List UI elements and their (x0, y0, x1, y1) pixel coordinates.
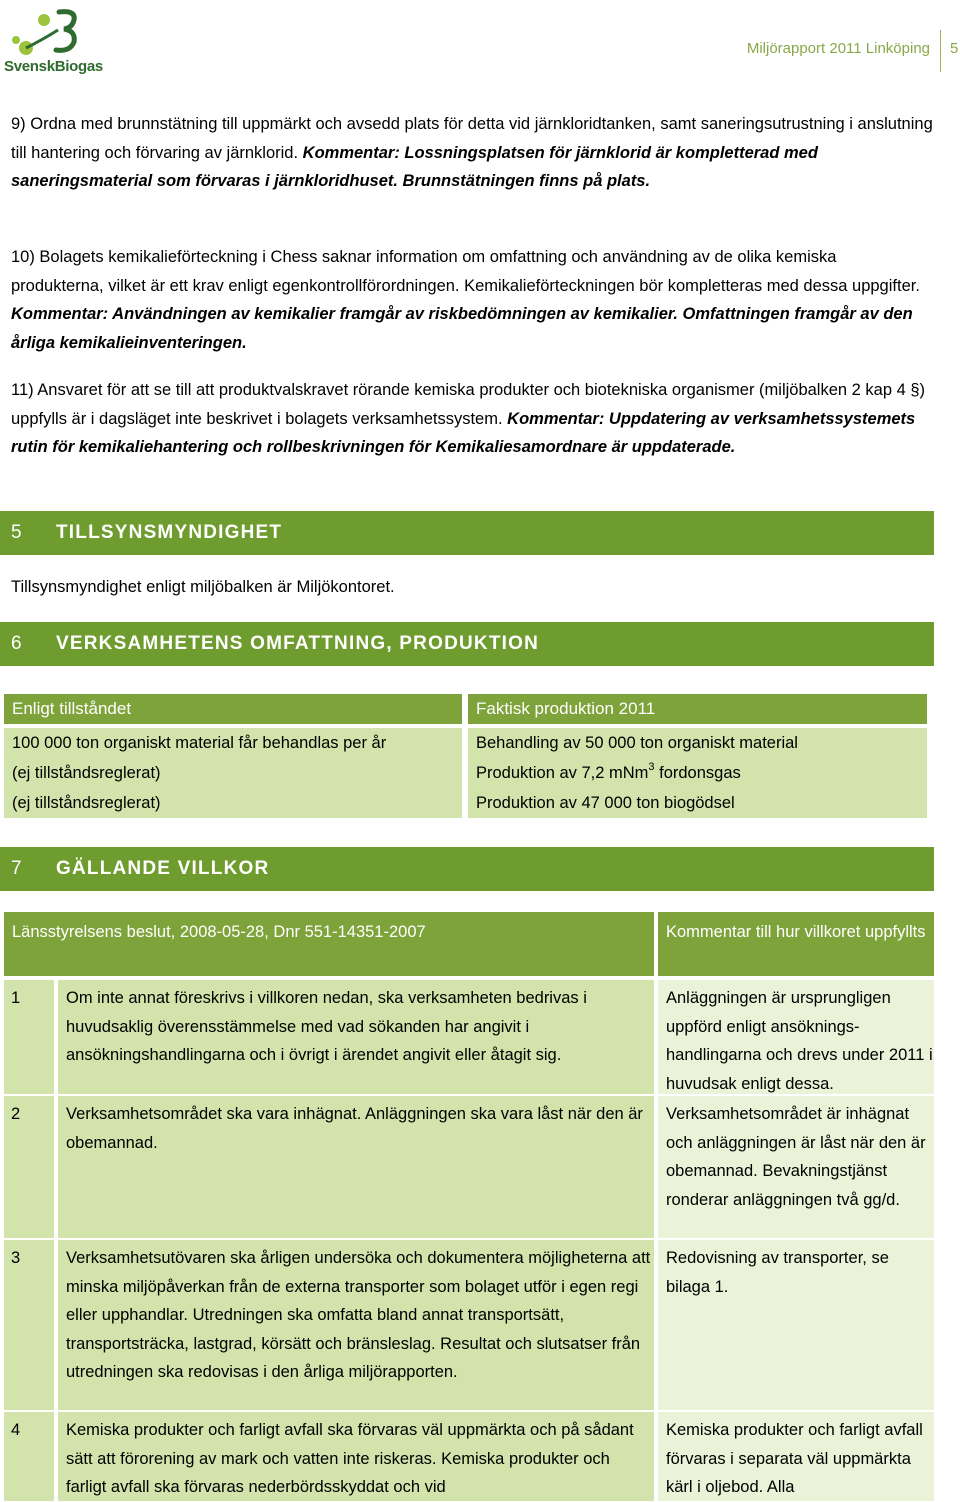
actual-row: Behandling av 50 000 ton organiskt material (476, 734, 798, 752)
section-7-title: GÄLLANDE VILLKOR (56, 858, 270, 879)
condition-text: Verksamhetsområdet ska vara inhägnat. Anläggningen ska vara låst när den är obemannad. (58, 1096, 654, 1238)
condition-comment: Anläggningen är ursprungligen uppförd enligt ansöknings-handlingarna och drevs under 2011 i huvudsak enligt dessa. (658, 980, 934, 1094)
permit-row: (ej tillståndsreglerat) (12, 764, 161, 782)
actual-row: Produktion av 47 000 ton biogödsel (476, 794, 735, 812)
section-5-heading (0, 511, 934, 555)
item-11-text: 11) Ansvaret för att se till att produktvalskravet rörande kemiska produkter och biotekniska organismer (miljöbalken 2 kap 4 §) uppfylls är i dagsläget inte beskrivet i bolagets verksamhetssystem. (11, 381, 926, 428)
section-6-title: VERKSAMHETENS OMFATTNING, PRODUKTION (56, 633, 540, 654)
actual-row-2-suffix: fordonsgas (654, 764, 741, 782)
condition-number: 4 (4, 1412, 54, 1501)
permit-row: (ej tillståndsreglerat) (12, 794, 161, 812)
section-7-heading (0, 847, 934, 891)
permit-row: 100 000 ton organiskt material får behandlas per år (12, 734, 387, 752)
condition-comment: Redovisning av transporter, se bilaga 1. (658, 1240, 934, 1410)
condition-text: Verksamhetsutövaren ska årligen undersöka och dokumentera möjligheterna att minska miljöpåverkan från de externa transporter som bolaget utför i egen regi eller upphandlar. Utredningen ska omfatta bland annat transportsätt, transportsträcka, lastgrad, körsätt och bränsleslag. Resultat och slutsatser från utredningen ska redovisas i den årliga miljörapporten. (58, 1240, 654, 1410)
item-10 (11, 243, 933, 357)
condition-number: 1 (4, 980, 54, 1094)
item-10-text: 10) Bolagets kemikalieförteckning i Chess saknar information om omfattning och användning av de olika kemiska produkterna, vilket är ett krav enligt egenkontrollförordningen. Kemikalieförteckningen bör kompletteras med dessa uppgifter. (11, 248, 920, 295)
condition-comment: Verksamhetsområdet är inhägnat och anläggningen är låst när den är obemannad. Bevakningstjänst ronderar anläggningen två gg/d. (658, 1096, 934, 1238)
production-permit-column (4, 728, 462, 818)
condition-text: Om inte annat föreskrivs i villkoren nedan, ska verksamheten bedrivas i huvudsaklig överensstämmelse med vad sökanden har angivit i ansökningshandlingarna och i övrigt i ärendet angivit eller åtagit sig. (58, 980, 654, 1094)
production-header-permit: Enligt tillståndet (4, 694, 462, 724)
item-9-comment: Kommentar: Lossningsplatsen för järnklorid är kompletterad med saneringsmaterial som förvaras i järnkloridhuset. Brunnstätningen finns på plats. (11, 143, 818, 190)
logo-text: SvenskBiogas (4, 58, 103, 75)
section-6-number: 6 (11, 633, 22, 654)
item-11 (11, 376, 933, 462)
conditions-header-comment: Kommentar till hur villkoret uppfyllts (658, 912, 934, 976)
conditions-header-decision: Länsstyrelsens beslut, 2008-05-28, Dnr 551-14351-2007 (4, 912, 654, 976)
section-6-heading (0, 622, 934, 666)
header-divider (940, 30, 941, 72)
section-5-number: 5 (11, 522, 22, 543)
section-5-body: Tillsynsmyndighet enligt miljöbalken är Miljökontoret. (11, 578, 395, 596)
item-11-comment: Kommentar: Uppdatering av verksamhetssystemets rutin för kemikaliehantering och rollbeskrivningen för Kemikaliesamordnare är uppdaterade. (11, 409, 916, 456)
actual-row (476, 758, 927, 788)
section-5-title: TILLSYNSMYNDIGHET (56, 522, 283, 543)
document-title: Miljörapport 2011 Linköping (746, 40, 930, 57)
condition-text: Kemiska produkter och farligt avfall ska förvaras väl uppmärkta och på sådant sätt att förorening av mark och vatten inte riskeras. Kemiska produkter och farligt avfall ska förvaras nederbördsskyddat och vid (58, 1412, 654, 1501)
item-9-text: 9) Ordna med brunnstätning till uppmärkt och avsedd plats för detta vid järnkloridtanken, samt saneringsutrustning i anslutning till hantering och förvaring av järnklorid. (11, 115, 933, 162)
condition-row (0, 1240, 934, 1410)
page-number: 5 (950, 40, 959, 57)
condition-number: 3 (4, 1240, 54, 1410)
item-10-comment: Kommentar: Användningen av kemikalier framgår av riskbedömningen av kemikalier. Omfattningen framgår av den årliga kemikalieinventeringen. (11, 305, 913, 352)
item-9 (11, 110, 933, 196)
actual-row-2-text: Produktion av 7,2 mNm (476, 764, 649, 782)
condition-row (0, 1412, 934, 1501)
production-actual-column (468, 728, 927, 818)
condition-comment: Kemiska produkter och farligt avfall förvaras i separata väl uppmärkta kärl i oljebod. Alla (658, 1412, 934, 1501)
production-header-actual: Faktisk produktion 2011 (468, 694, 927, 724)
section-7-number: 7 (11, 858, 22, 879)
condition-number: 2 (4, 1096, 54, 1238)
condition-row (0, 980, 934, 1094)
superscript: 3 (648, 761, 655, 773)
condition-row (0, 1096, 934, 1238)
